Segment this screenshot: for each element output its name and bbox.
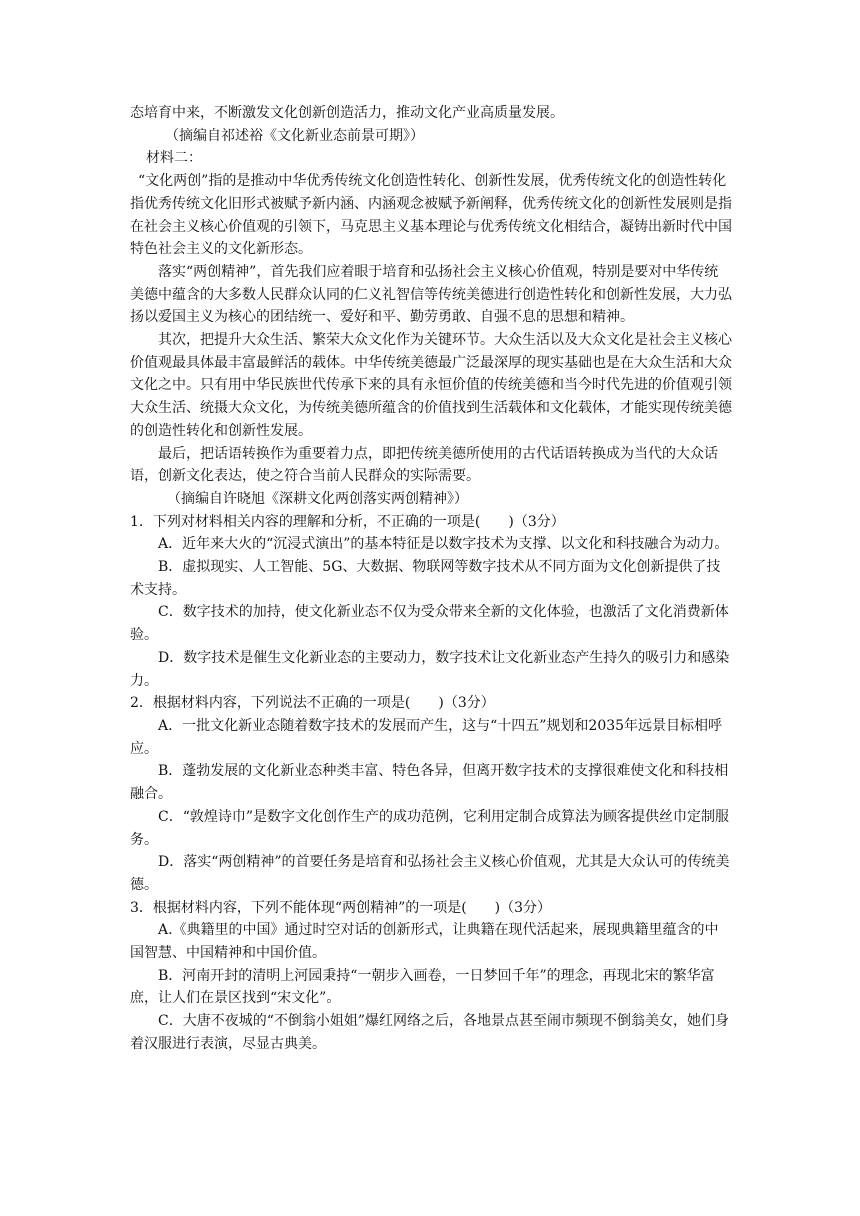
question-option: A．近年来大火的“沉浸式演出”的基本特征是以数字技术为支撑、以文化和科技融合为动力。 <box>158 536 729 553</box>
source-citation: （摘编自祁述裕《文化新业态前景可期》） <box>165 127 424 144</box>
question-stem: 2．根据材料内容，下列说法不正确的一项是( )（3分） <box>130 695 495 712</box>
question-option: C．数字技术的加持，使文化新业态不仅为受众带来全新的文化体验，也激活了文化消费新体验。 <box>130 604 729 644</box>
question-option: A.《典籍里的中国》通过时空对话的创新形式，让典籍在现代活起来，展现典籍里蕴含的中国智慧、中国精神和中国价值。 <box>130 922 719 962</box>
paragraph: “文化两创”指的是推动中华优秀传统文化创造性转化、创新性发展，优秀传统文化的创造性转化指优秀传统文化旧形式被赋予新内涵、内涵观念被赋予新阐释，优秀传统文化的创新性发展则是指在社会主义核心价值观的引领下，马克思主义基本理论与优秀传统文化相结合，凝铸出新时代中国特色社会主义的文化新形态。 <box>130 173 732 258</box>
source-citation: （摘编自许晓旭《深耕文化两创落实两创精神》） <box>167 490 468 507</box>
question-option: A．一批文化新业态随着数字技术的发展而产生，这与“十四五”规划和2035年远景目标相呼应。 <box>130 717 723 757</box>
question-option: B．虚拟现实、人工智能、5G、大数据、物联网等数字技术从不同方面为文化创新提供了技术支持。 <box>130 559 721 598</box>
question-stem: 1．下列对材料相关内容的理解和分析，不正确的一项是( )（3分） <box>130 513 565 530</box>
paragraph: 落实“两创精神”，首先我们应着眼于培育和弘扬社会主义核心价值观，特别是要对中华传统美德中蕴含的大多数人民群众认同的仁义礼智信等传统美德进行创造性转化和创新性发展，大力弘扬以爱国主义为核心的团结统一、爱好和平、勤劳勇敢、自强不息的思想和精神。 <box>130 263 732 326</box>
question-stem: 3．根据材料内容，下列不能体现“两创精神”的一项是( )（3分） <box>130 899 552 916</box>
question-option: C．“敦煌诗巾”是数字文化创作生产的成功范例，它利用定制合成算法为顾客提供丝巾定制服务。 <box>130 808 730 848</box>
paragraph: 最后，把话语转换作为重要着力点，即把传统美德所使用的古代话语转换成为当代的大众话语，创新文化表达，使之符合当前人民群众的实际需要。 <box>130 445 718 485</box>
paragraph: 其次，把提升大众生活、繁荣大众文化作为关键环节。大众生活以及大众文化是社会主义核心价值观最具体最丰富最鲜活的载体。中华传统美德最广泛最深厚的现实基础也是在大众生活和大众文化之中。只有用中华民族世代传承下来的具有永恒价值的传统美德和当今时代先进的价值观引领大众生活、统摄大众文化，为传统美德所蕴含的价值找到生活载体和文化载体，才能实现传统美德的创造性转化和创新性发展。 <box>130 332 732 439</box>
paragraph-continuation: 态培育中来，不断激发文化创新创造活力，推动文化产业高质量发展。 <box>130 105 564 121</box>
question-option: C．大唐不夜城的“不倒翁小姐姐”爆红网络之后，各地景点甚至闹市频现不倒翁美女，她们身着汉服进行表演，尽显古典美。 <box>130 1013 730 1052</box>
question-option: D．数字技术是催生文化新业态的主要动力，数字技术让文化新业态产生持久的吸引力和感染力。 <box>130 649 730 689</box>
question-option: B．蓬勃发展的文化新业态种类丰富、特色各异，但离开数字技术的支撑很难使文化和科技相融合。 <box>130 763 729 803</box>
question-option: B．河南开封的清明上河园秉持“一朝步入画卷，一日梦回千年”的理念，再现北宋的繁华富庶，让人们在景区找到“宋文化”。 <box>130 967 715 1007</box>
question-option: D．落实“两创精神”的首要任务是培育和弘扬社会主义核心价值观，尤其是大众认可的传统美德。 <box>130 854 730 893</box>
material-label: 材料二： <box>146 150 202 167</box>
